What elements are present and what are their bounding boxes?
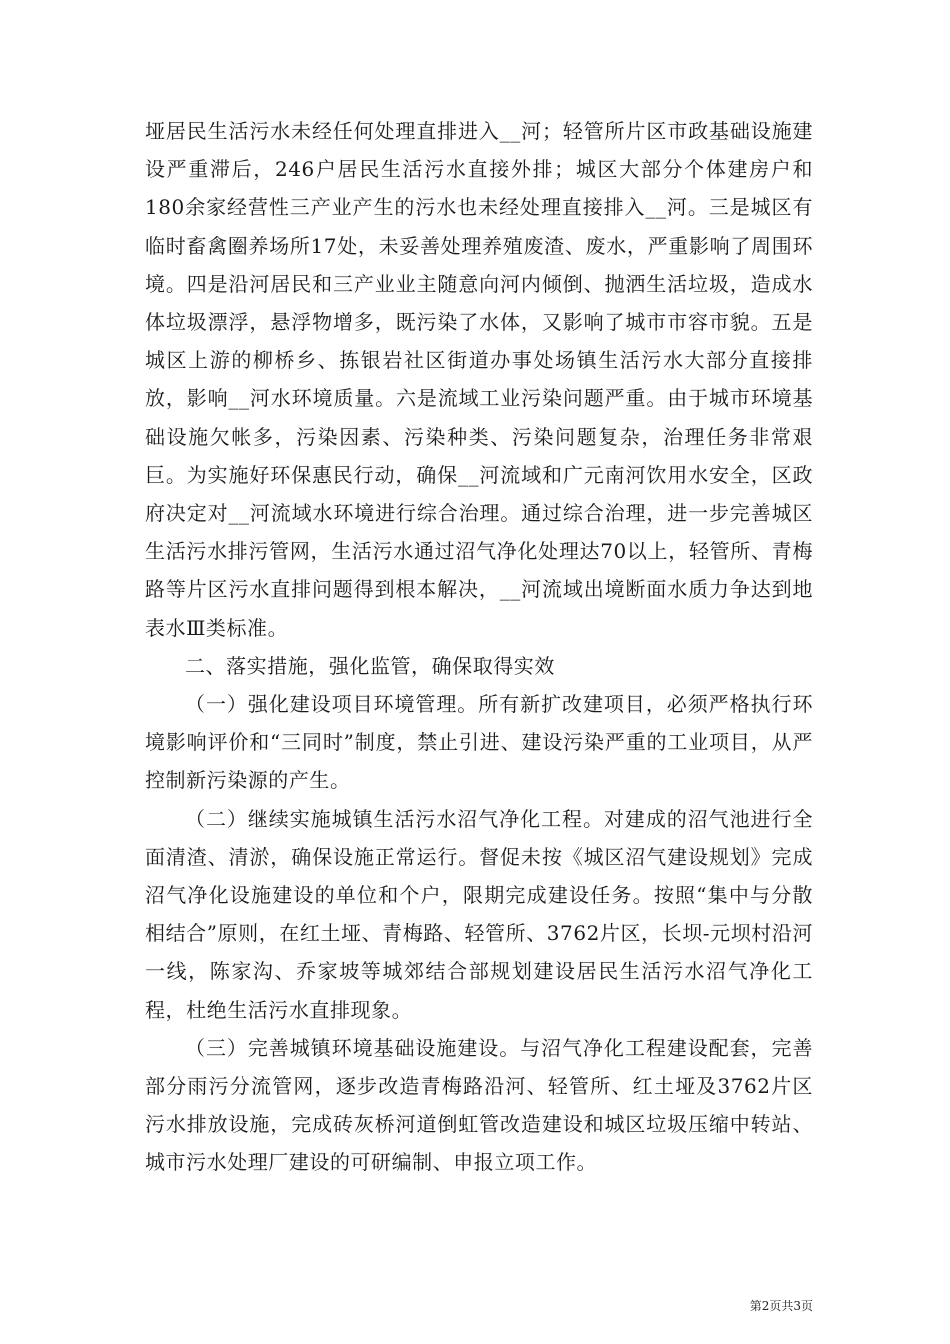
page-number: 第2页共3页 [749, 1299, 813, 1313]
document-body [145, 112, 813, 1182]
paragraph-continuation: 垭居民生活污水未经任何处理直排进入__河；轻管所片区市政基础设施建设严重滞后，246户居民生活污水直接外排；城区大部分个体建房户和180余家经营性三产业产生的污水也未经处理直接排入__河。三是城区有临时畜禽圈养场所17处，未妥善处理养殖废渣、废水，严重影响了周围环境。四是沿河居民和三产业业主随意向河内倾倒、抛洒生活垃圾，造成水体垃圾漂浮，悬浮物增多，既污染了水体，又影响了城市市容市貌。五是城区上游的柳桥乡、拣银岩社区街道办事处场镇生活污水大部分直接排放，影响__河水环境质量。六是流域工业污染问题严重。由于城市环境基础设施欠帐多，污染因素、污染种类、污染问题复杂，治理任务非常艰巨。为实施好环保惠民行动，确保__河流域和广元南河饮用水安全，区政府决定对__河流域水环境进行综合治理。通过综合治理，进一步完善城区生活污水排污管网，生活污水通过沼气净化处理达70以上，轻管所、青梅路等片区污水直排问题得到根本解决，__河流域出境断面水质力争达到地表水Ⅲ类标准。 [145, 119, 813, 640]
paragraph-item-2: （二）继续实施城镇生活污水沼气净化工程。对建成的沼气池进行全面清渣、清淤，确保设施正常运行。督促未按《城区沼气建设规划》完成沼气净化设施建设的单位和个户，限期完成建设任务。按照“集中与分散相结合”原则，在红土垭、青梅路、轻管所、3762片区，长坝-元坝村沿河一线，陈家沟、乔家坡等城郊结合部规划建设居民生活污水沼气净化工程，杜绝生活污水直排现象。 [145, 806, 813, 1022]
section-heading: 二、落实措施，强化监管，确保取得实效 [185, 653, 555, 678]
paragraph-item-1: （一）强化建设项目环境管理。所有新扩改建项目，必须严格执行环境影响评价和“三同时”制度，禁止引进、建设污染严重的工业项目，从严控制新污染源的产生。 [145, 692, 813, 793]
paragraph-item-3: （三）完善城镇环境基础设施建设。与沼气净化工程建设配套，完善部分雨污分流管网，逐步改造青梅路沿河、轻管所、红土垭及3762片区污水排放设施，完成砖灰桥河道倒虹管改造建设和城区垃圾压缩中转站、城市污水处理厂建设的可研编制、申报立项工作。 [145, 1035, 813, 1175]
